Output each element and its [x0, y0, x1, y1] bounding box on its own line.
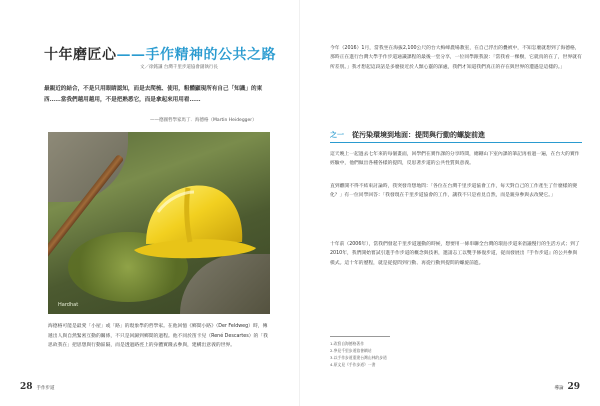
folio [554, 382, 580, 392]
hardhat-photo [48, 132, 270, 314]
chapter-title [44, 44, 276, 64]
footnote: 2.參見千里步道協會網站 [330, 347, 372, 353]
hardhat-icon [128, 172, 258, 282]
footnote: 4.原文見《手作步道》一書 [330, 361, 376, 367]
page-number: 28 [20, 382, 33, 392]
running-title: 導論 [554, 386, 564, 391]
body-paragraph: 直到離開不得不結束討論時，我突發奇想地問：「各位在台灣千里步道協會工作，每天對自己的工作產生了什麼樣的變化？」有一位同學回答：「我發現在千里步道協會的工作，讓我不只是看見自然，而是親身參與去改變它。」 [330, 184, 578, 199]
photo-label: Hardhat [58, 302, 79, 308]
title-main: 十年磨匠心 [44, 47, 117, 63]
title-accent: ——手作精神的公共之路 [116, 47, 276, 63]
body-paragraph: 十年前（2006年），當我們發起千里步道運動的時候，想要用一條串聯全台灣的環島步道來倡議慢行的生活方式；到了2010年，我們開始嘗試引進手作步道的概念與技術，邀請志工以雙手修復步道，從而發展出『手作步道』的公共參與模式。這十年的歷程，就是從提問到行動、再從行動到提問的螺旋前進。 [330, 242, 580, 266]
folio [20, 382, 55, 392]
footnote: 1.改寫自海德格著作 [330, 340, 364, 346]
running-title: 手作步道 [36, 386, 55, 391]
body-paragraph: 今年（2016）1月，當我坐在海拔2,100公尺的台大梅峰農場教室，在自己浮出的疊被中，不知怎麼就想到了海德格，那時正在進行台灣大學手作步道通識課程的最後一堂分享，一位同學跟我說：「當我看一棵樹，它就真的在了，世界就有所差別。」我才想起這段話是多麼接近於人類心靈的深處，我們才知道我們真正的存在與世界的遭遇是這樣的。」 [330, 46, 582, 70]
right-page [300, 0, 600, 406]
section-heading [330, 130, 582, 143]
byline: 文／徐銘謙 台灣千里步道協會副執行長 [140, 65, 218, 70]
epigraph: 最親近的結合，不是只用眼睛認知，而是去爬梳、使用，粗體顯現所有自己「知識」的東西……當我們越用越用，不是把熟悉它，而是拿起來用用看…… [44, 86, 263, 103]
footnote-rule [330, 336, 390, 337]
page-number: 29 [567, 382, 580, 392]
footnote: 3.以手作步道重建台灣山林的步道 [330, 354, 387, 360]
photo-caption: 海德格可能是最愛「小屋」或「路」的現象學的哲學家。在他回憶《鄉間小路》（Der Feldweg）時，傳遞出人與自然緊密互動的關係，不只是回歸到鄉間的過程。他不同於笛卡兒（René Descartes）的「我思故我在」把思想與行動區隔，而是透過路徑上的身體實踐去參與，建構出意義的世界。 [48, 324, 268, 348]
epigraph-attribution: ——德國哲學家馬丁．海德格（Martin Heidegger） [150, 118, 257, 123]
section-title: 從污染環境到地面：提問與行動的螺旋前進 [352, 131, 485, 139]
body-paragraph: 這天晚上一起過去七年來的每個畫面，回學們在實作課的分享時間，總剛山下室內課的筆記再看過一遍，在台大的實作經驗中，他們做出各種各樣的提問，反思著步道的公共性質與意義。 [330, 152, 580, 167]
section-number: 之一 [330, 131, 344, 139]
footnotes [330, 336, 582, 368]
